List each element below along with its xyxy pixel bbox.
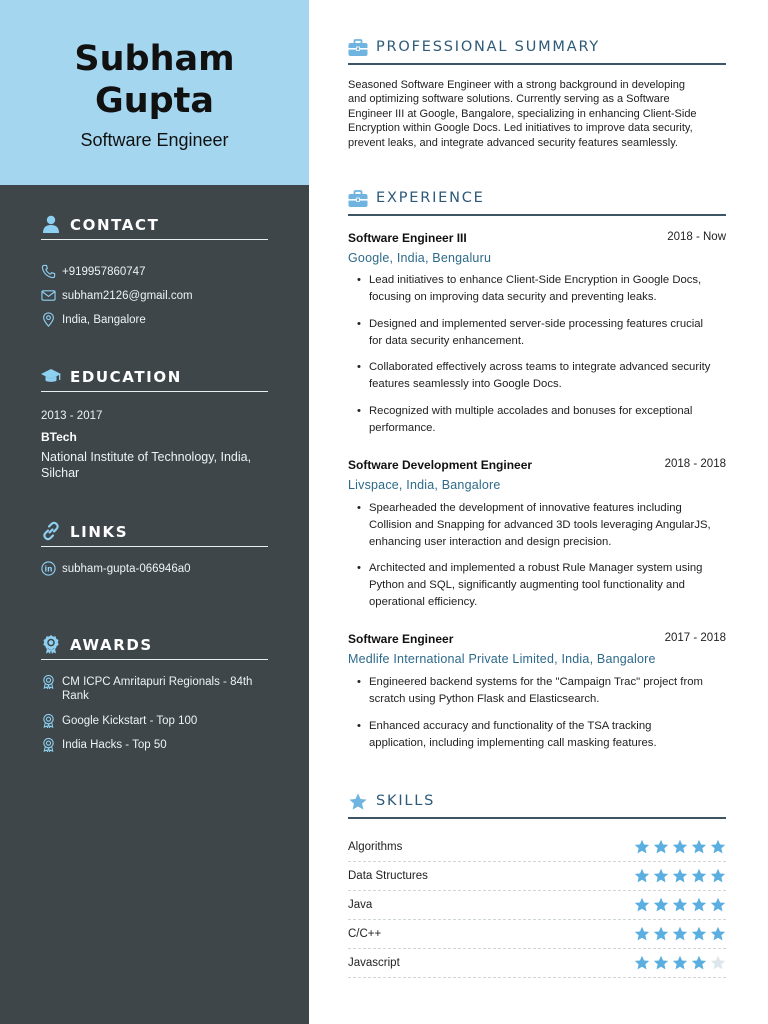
star-filled-icon [653, 897, 669, 913]
bullet-line: performance. [369, 422, 436, 434]
job-title: Software Engineer III [348, 231, 467, 245]
summary-line: Engineer III at Google, Bangalore, specializing in enhancing Client-Side [348, 107, 697, 120]
bullet-line: features seamlessly into Google Docs. [369, 378, 562, 390]
user-icon [41, 214, 61, 234]
skill-row [348, 949, 726, 978]
skill-rating [631, 897, 726, 913]
education-degree [41, 428, 77, 446]
bullet-line: enhancing user interaction and design precision. [369, 536, 612, 548]
bullet-line: Architected and implemented a robust Rule Manager system using [369, 562, 703, 574]
job-title: Software Engineer [348, 632, 454, 646]
star-filled-icon [710, 897, 726, 913]
links-header [41, 521, 268, 547]
job-bullet: • Engineered backend systems for the "Campaign Trac" project from scratch using Python Flask and Elasticsearch. [357, 674, 727, 708]
summary-title: PROFESSIONAL SUMMARY [376, 39, 601, 55]
award-icon [41, 634, 61, 654]
bullet-line: Designed and implemented server-side processing features crucial [369, 318, 704, 330]
education-header [41, 366, 268, 392]
summary-section [348, 39, 726, 65]
summary-text [348, 78, 736, 150]
skill-rating [631, 839, 726, 855]
experience-header [348, 190, 726, 216]
awards-title: AWARDS [70, 636, 153, 654]
award-badge-icon [41, 737, 56, 752]
contact-title: CONTACT [70, 216, 160, 234]
star-filled-icon [672, 839, 688, 855]
location-text: India, Bangalore [62, 314, 146, 326]
bullet-line: Recognized with multiple accolades and bonuses for exceptional [369, 405, 693, 417]
skill-name: C/C++ [348, 928, 382, 940]
star-filled-icon [634, 868, 650, 884]
name-last: Gupta [94, 81, 215, 121]
star-filled-icon [672, 926, 688, 942]
star-filled-icon [691, 926, 707, 942]
skill-rating [631, 955, 726, 971]
award-badge-icon [41, 674, 56, 689]
full-name [0, 38, 309, 122]
bullet-line: for data security enhancement. [369, 335, 525, 347]
star-filled-icon [691, 839, 707, 855]
phone-icon [41, 264, 56, 279]
bullet-line: scratch using Python Flask and Elasticsearch. [369, 693, 600, 705]
job-bullet: • Lead initiatives to enhance Client-Side Encryption in Google Docs, focusing on improving data security and preventing leaks. [357, 272, 727, 306]
star-filled-icon [691, 955, 707, 971]
star-filled-icon [691, 897, 707, 913]
job-bullet: • Collaborated effectively across teams to integrate advanced security features seamlessly into Google Docs. [357, 359, 727, 393]
skills-header [348, 793, 726, 819]
skill-row [348, 891, 726, 920]
education-title: EDUCATION [70, 368, 182, 386]
skill-rating [631, 868, 726, 884]
graduation-cap-icon [41, 366, 61, 386]
star-filled-icon [653, 955, 669, 971]
briefcase-icon [348, 190, 368, 208]
links-title: LINKS [70, 523, 129, 541]
star-filled-icon [710, 839, 726, 855]
sidebar [0, 0, 309, 1024]
education-school [41, 449, 276, 481]
bullet-line: operational efficiency. [369, 596, 478, 608]
job-role: Software Engineer [80, 130, 229, 150]
bullet-line: focusing on improving data security and preventing leaks. [369, 291, 657, 303]
linkedin-handle: subham-gupta-066946a0 [62, 563, 191, 575]
degree-text: BTech [41, 430, 77, 444]
job-company: Google, India, Bengaluru [348, 251, 492, 265]
award-text: Google Kickstart - Top 100 [62, 715, 198, 727]
briefcase-icon [348, 39, 368, 57]
bullet-line: Collaborated effectively across teams to integrate advanced security [369, 361, 711, 373]
name-block [0, 0, 309, 185]
star-filled-icon [653, 926, 669, 942]
job-company: Livspace, India, Bangalore [348, 478, 501, 492]
phone-number: +919957860747 [62, 266, 146, 278]
skill-name: Data Structures [348, 870, 428, 882]
star-icon [348, 793, 368, 811]
skill-name: Algorithms [348, 841, 403, 853]
links-section [41, 521, 268, 575]
star-filled-icon [710, 926, 726, 942]
award-badge-icon [41, 713, 56, 728]
star-filled-icon [691, 868, 707, 884]
star-filled-icon [634, 897, 650, 913]
awards-section [41, 634, 268, 751]
bullet-line: Engineered backend systems for the "Campaign Trac" project from [369, 676, 703, 688]
job-bullet: • Architected and implemented a robust Rule Manager system using Python and SQL, significantly augmenting tool functionality and operational efficiency. [357, 560, 727, 611]
contact-header [41, 214, 268, 240]
bullet-line: Collision and Snapping for advanced 3D tools leveraging AngularJS, [369, 519, 711, 531]
summary-line: Seasoned Software Engineer with a strong background in developing [348, 79, 685, 91]
star-filled-icon [653, 868, 669, 884]
job-dates: 2018 - 2018 [664, 458, 726, 470]
job-dates: 2018 - Now [667, 231, 726, 243]
location-pin-icon [41, 312, 56, 327]
award-line-1: CM ICPC Amritapuri Regionals - 84th [62, 676, 253, 688]
link-icon [41, 521, 61, 541]
job-dates: 2017 - 2018 [664, 632, 726, 644]
star-filled-icon [634, 839, 650, 855]
job-bullet: • Enhanced accuracy and functionality of the TSA tracking application, including implementing call masking features. [357, 718, 727, 752]
star-filled-icon [710, 868, 726, 884]
summary-line: Encryption within Google Docs. Led initiatives to improve data security, [348, 122, 693, 135]
summary-line: prevent leaks, and integrate advanced security features seamlessly. [348, 136, 678, 149]
mail-icon [41, 288, 56, 303]
name-first: Subham [74, 39, 235, 79]
award-text: India Hacks - Top 50 [62, 739, 167, 751]
star-filled-icon [672, 955, 688, 971]
experience-section [348, 190, 726, 216]
skill-row [348, 920, 726, 949]
skill-name: Javascript [348, 957, 400, 969]
star-filled-icon [653, 839, 669, 855]
skill-rating [631, 926, 726, 942]
education-dates-text: 2013 - 2017 [41, 410, 103, 422]
education-section [41, 366, 268, 480]
star-empty-icon [710, 955, 726, 971]
award-line-2: Rank [62, 690, 89, 702]
linkedin-icon [41, 561, 56, 576]
svg-text:in: in [44, 564, 53, 574]
bullet-line: application, including implementing call masking features. [369, 737, 657, 749]
skill-row [348, 862, 726, 891]
bullet-line: Python and SQL, significantly augmenting tool functionality and [369, 579, 685, 591]
school-line-2: Silchar [41, 466, 80, 480]
job-bullet: • Designed and implemented server-side processing features crucial for data security enhancement. [357, 316, 727, 350]
star-filled-icon [634, 955, 650, 971]
award-text [62, 675, 272, 703]
summary-header [348, 39, 726, 65]
skills-title: SKILLS [376, 793, 436, 809]
experience-title: EXPERIENCE [376, 190, 485, 206]
star-filled-icon [672, 897, 688, 913]
skills-section [348, 793, 726, 819]
job-title: Software Development Engineer [348, 458, 533, 472]
awards-header [41, 634, 268, 660]
bullet-line: Enhanced accuracy and functionality of the TSA tracking [369, 720, 652, 732]
skill-name: Java [348, 899, 373, 911]
job-bullet: • Spearheaded the development of innovative features including Collision and Snapping for advanced 3D tools leveraging AngularJS, enhancing user interaction and design precision. [357, 500, 727, 551]
bullet-line: Lead initiatives to enhance Client-Side Encryption in Google Docs, [369, 274, 702, 286]
job-bullet: • Recognized with multiple accolades and bonuses for exceptional performance. [357, 403, 727, 437]
bullet-line: Spearheaded the development of innovative features including [369, 502, 682, 514]
contact-section [41, 214, 268, 326]
star-filled-icon [634, 926, 650, 942]
skill-row [348, 833, 726, 862]
summary-line: and optimizing software solutions. Currently serving as a Software [348, 93, 670, 106]
education-dates [41, 406, 102, 424]
email-address: subham2126@gmail.com [62, 290, 193, 302]
star-filled-icon [672, 868, 688, 884]
job-company: Medlife International Private Limited, India, Bangalore [348, 652, 656, 666]
school-line-1: National Institute of Technology, India, [41, 450, 252, 464]
